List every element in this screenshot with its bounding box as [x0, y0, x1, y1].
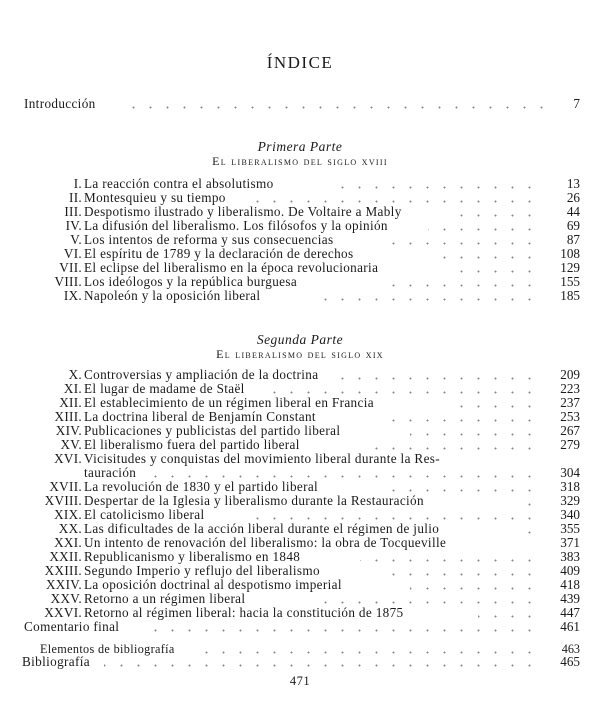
- toc-entry: [0, 261, 600, 275]
- chapter-title: Los intentos de reforma y sus consecuencias: [84, 232, 334, 247]
- chapter-number: XII.: [59, 395, 82, 410]
- chapter-number: VI.: [63, 246, 82, 261]
- chapter-number: VII.: [59, 260, 82, 275]
- toc-entry: [0, 424, 600, 438]
- toc-entry: [0, 438, 600, 452]
- toc-entry: [0, 233, 600, 247]
- chapter-title: Despotismo ilustrado y liberalismo. De Voltaire a Mably: [84, 204, 402, 219]
- chapter-number: XIII.: [54, 409, 82, 424]
- chapter-page: 26: [566, 190, 580, 205]
- dot-leader: [318, 600, 538, 604]
- chapter-title: El lugar de madame de Staël: [84, 381, 245, 396]
- entry-title: Bibliografía: [22, 654, 90, 669]
- chapter-number: IV.: [65, 218, 82, 233]
- toc-entry-continuation: [0, 466, 600, 480]
- chapter-page: 418: [560, 577, 580, 592]
- chapter-title: Las dificultades de la acción liberal durante el régimen de julio: [84, 521, 440, 536]
- chapter-number: XV.: [60, 437, 82, 452]
- chapter-number: XI.: [63, 381, 82, 396]
- chapter-page: 155: [560, 274, 580, 289]
- dot-leader: [244, 516, 538, 520]
- chapter-page: 329: [560, 493, 580, 508]
- chapter-page: 409: [560, 563, 580, 578]
- dot-leader: [316, 297, 538, 301]
- chapter-title: Publicaciones y publicistas del partido liberal: [84, 423, 341, 438]
- toc-entry: [0, 564, 600, 578]
- chapter-title: Controversias y ampliación de la doctrina: [84, 367, 319, 382]
- toc-entry: [0, 396, 600, 410]
- chapter-number: XVII.: [49, 479, 82, 494]
- chapter-page: 439: [560, 591, 580, 606]
- entry-page: 465: [560, 654, 580, 669]
- toc-entry: [0, 382, 600, 396]
- chapter-number: II.: [69, 190, 82, 205]
- chapter-page: 87: [566, 232, 580, 247]
- dot-leader: [150, 474, 538, 478]
- chapter-title: Segundo Imperio y reflujo del liberalismo: [84, 563, 320, 578]
- chapter-page: 383: [560, 549, 580, 564]
- chapter-number: XIV.: [55, 423, 82, 438]
- entry-title: Introducción: [24, 96, 96, 111]
- entry-page: 463: [561, 642, 580, 656]
- chapter-title: Retorno a un régimen liberal: [84, 591, 246, 606]
- chapter-number: XXII.: [49, 549, 82, 564]
- chapter-title: Republicanismo y liberalismo en 1848: [84, 549, 301, 564]
- toc-entry: [0, 219, 600, 233]
- toc-entry: [0, 480, 600, 494]
- chapter-page: 447: [560, 605, 580, 620]
- chapter-title: Montesquieu y su tiempo: [84, 190, 226, 205]
- toc-entry: [0, 205, 600, 219]
- chapter-number: I.: [73, 176, 82, 191]
- dot-leader: [522, 530, 538, 534]
- toc-entry: [0, 368, 600, 382]
- chapter-title: La doctrina liberal de Benjamín Constant: [84, 409, 316, 424]
- chapter-title: El catolicismo liberal: [84, 507, 205, 522]
- chapter-page: 13: [566, 176, 580, 191]
- part-title-1: Primera Parte: [257, 139, 343, 154]
- chapter-page: 340: [560, 507, 580, 522]
- chapter-number: X.: [68, 367, 82, 382]
- chapter-title: El liberalismo fuera del partido liberal: [84, 437, 300, 452]
- dot-leader: [360, 558, 538, 562]
- chapter-page: 253: [560, 409, 580, 424]
- chapter-title: Despertar de la Iglesia y liberalismo durante la Restauración: [84, 493, 424, 508]
- chapter-page: 371: [560, 535, 580, 550]
- chapter-title: La reacción contra el absolutismo: [84, 176, 274, 191]
- toc-entry: [0, 275, 600, 289]
- dot-leader: [256, 199, 538, 203]
- chapter-number: XX.: [58, 521, 82, 536]
- toc-entry: [0, 191, 600, 205]
- toc-entry: [0, 289, 600, 303]
- chapter-number: XXI.: [54, 535, 82, 550]
- chapter-title: Vicisitudes y conquistas del movimiento liberal durante la Res-: [84, 451, 440, 466]
- toc-entry: [0, 550, 600, 564]
- chapter-title: El eclipse del liberalismo en la época revolucionaria: [84, 260, 379, 275]
- toc-entry-elementos-bibliografia: [0, 642, 600, 656]
- toc-entry-introduction: [0, 97, 600, 111]
- chapter-number: VIII.: [54, 274, 82, 289]
- dot-leader: [390, 283, 538, 287]
- toc-entry: [0, 606, 600, 620]
- chapter-page: 209: [560, 367, 580, 382]
- chapter-title: La oposición doctrinal al despotismo imperial: [84, 577, 342, 592]
- chapter-title: La difusión del liberalismo. Los filósofos y la opinión: [84, 218, 388, 233]
- dot-leader: [460, 269, 538, 273]
- chapter-number: XXIII.: [44, 563, 82, 578]
- chapter-page: 223: [560, 381, 580, 396]
- chapter-page: 279: [560, 437, 580, 452]
- chapter-page: 304: [560, 465, 580, 480]
- chapter-page: 355: [560, 521, 580, 536]
- chapter-page: 267: [560, 423, 580, 438]
- chapter-title: Los ideólogos y la república burguesa: [84, 274, 298, 289]
- part-title-2: Segunda Parte: [256, 332, 344, 347]
- toc-entry: [0, 247, 600, 261]
- toc-entry: [0, 578, 600, 592]
- dot-leader: [330, 185, 538, 189]
- chapter-number: III.: [64, 204, 82, 219]
- dot-leader: [448, 404, 538, 408]
- dot-leader: [340, 376, 538, 380]
- dot-leader: [430, 255, 538, 259]
- chapter-page: 129: [560, 260, 580, 275]
- toc-entry: [0, 494, 600, 508]
- entry-title: Elementos de bibliografía: [40, 642, 175, 656]
- dot-leader: [518, 502, 538, 506]
- toc-entry: [0, 177, 600, 191]
- dot-leader: [390, 488, 538, 492]
- chapter-title: Napoleón y la oposición liberal: [84, 288, 261, 303]
- dot-leader: [392, 572, 538, 576]
- chapter-number: XXV.: [50, 591, 82, 606]
- chapter-title: El espíritu de 1789 y la declaración de derechos: [84, 246, 354, 261]
- part-subtitle-1: El liberalismo del siglo xviii: [212, 154, 388, 168]
- chapter-page: 318: [560, 479, 580, 494]
- chapter-page: 108: [560, 246, 580, 261]
- dot-leader: [140, 628, 538, 632]
- dot-leader: [390, 241, 538, 245]
- dot-leader: [410, 586, 538, 590]
- dot-leader: [478, 614, 538, 618]
- chapter-title: El establecimiento de un régimen liberal en Francia: [84, 395, 374, 410]
- dot-leader: [104, 663, 538, 667]
- chapter-number: V.: [70, 232, 82, 247]
- page-number: 471: [289, 674, 311, 688]
- part-subtitle-2: El liberalismo del siglo xix: [216, 347, 384, 361]
- dot-leader: [390, 418, 538, 422]
- dot-leader: [428, 227, 538, 231]
- dot-leader: [446, 213, 538, 217]
- toc-entry: [0, 410, 600, 424]
- chapter-page: 185: [560, 288, 580, 303]
- toc-entry-bibliografia: [0, 655, 600, 669]
- toc-entry: [0, 592, 600, 606]
- dot-leader: [372, 446, 538, 450]
- chapter-title: Un intento de renovación del liberalismo: la obra de Tocqueville: [84, 535, 447, 550]
- dot-leader: [262, 390, 538, 394]
- dot-leader: [200, 650, 538, 654]
- toc-entry: [0, 522, 600, 536]
- toc-entry: [0, 508, 600, 522]
- chapter-title-continuation: tauración: [84, 465, 137, 480]
- chapter-number: XXIV.: [45, 577, 82, 592]
- chapter-number: XVI.: [54, 451, 82, 466]
- entry-title: Comentario final: [24, 619, 120, 634]
- entry-page: 461: [560, 619, 580, 634]
- chapter-title: Retorno al régimen liberal: hacia la constitución de 1875: [84, 605, 404, 620]
- toc-entry: [0, 452, 600, 466]
- dot-leader: [410, 432, 538, 436]
- chapter-number: XXVI.: [44, 605, 82, 620]
- chapter-page: 69: [566, 218, 580, 233]
- chapter-number: XIX.: [54, 507, 82, 522]
- dot-leader: [120, 105, 550, 109]
- chapter-page: 237: [560, 395, 580, 410]
- chapter-page: 44: [566, 204, 580, 219]
- page-title: ÍNDICE: [266, 53, 334, 72]
- entry-page: 7: [573, 96, 580, 111]
- toc-entry: [0, 536, 600, 550]
- chapter-number: IX.: [63, 288, 82, 303]
- chapter-number: XVIII.: [44, 493, 82, 508]
- toc-entry-comentario-final: [0, 620, 600, 634]
- chapter-title: La revolución de 1830 y el partido liberal: [84, 479, 319, 494]
